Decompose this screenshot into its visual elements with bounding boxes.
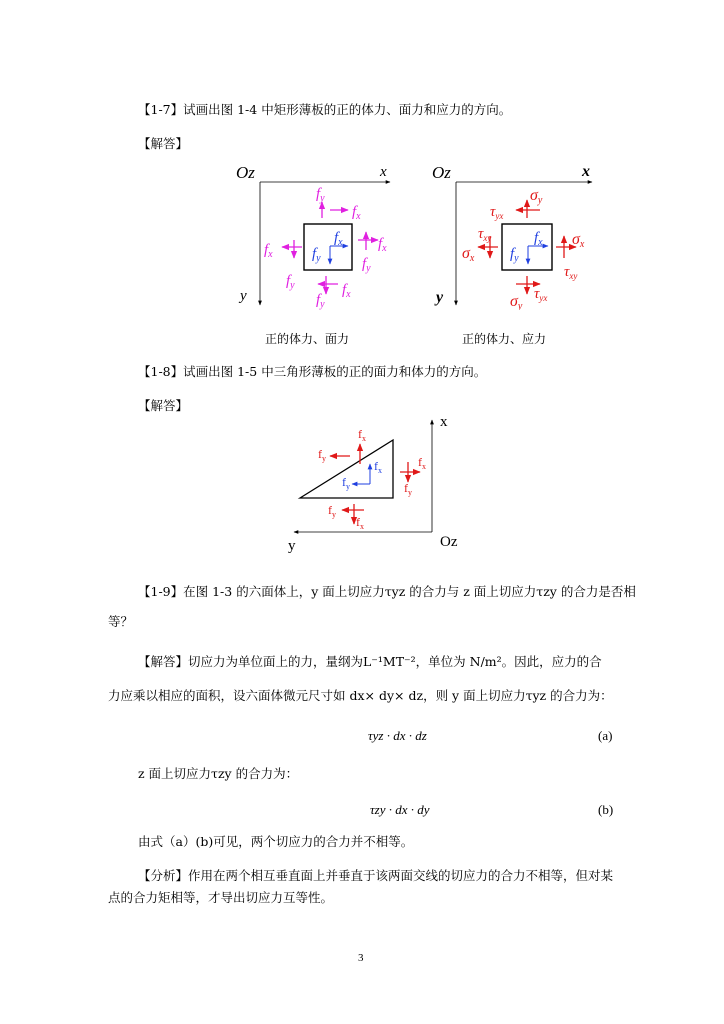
- q19-answer-line2: 力应乘以相应的面积，设六面体微元尺寸如 dx× dy× dz，则 y 面上切应力τyz 的合力为：: [108, 688, 613, 703]
- tau-yx-top: $\tau_{yx}$: [490, 204, 504, 221]
- sigma-y-top: σy: [530, 187, 543, 206]
- surface-force-bottom-y: $f_y$: [328, 503, 336, 519]
- surface-force-left-y: $f_y$: [286, 273, 295, 291]
- surface-force-left-x: $f_x$: [264, 242, 273, 260]
- equation-a-label: (a): [598, 728, 613, 743]
- q19-question-line1: 【1-9】在图 1-3 的六面体上，y 面上切应力τyz 的合力与 z 面上切应力τzy 的合力是否相: [138, 584, 636, 599]
- surface-force-bottom-x: $f_x$: [342, 282, 351, 300]
- equation-b-label: (b): [598, 802, 614, 817]
- body-force-y-label: $f_y$: [510, 246, 519, 264]
- body-force-y-label: $f_y$: [342, 475, 350, 491]
- caption-left: 正的体力、面力: [265, 332, 350, 346]
- equation-b: τzy · dx · dy: [370, 802, 430, 817]
- figure-1-5: [280, 412, 480, 560]
- q17-answer-label: 【解答】: [138, 136, 189, 151]
- figure-1-4-left: [230, 160, 400, 310]
- q19-z-face-line: z 面上切应力τzy 的合力为：: [138, 766, 299, 781]
- q19-answer-line1: 【解答】切应力为单位面上的力，量纲为L⁻¹MT⁻²，单位为 N/m²。因此，应力的合: [138, 654, 602, 669]
- x-axis-label: x: [582, 163, 590, 180]
- q19-analysis-line1: 【分析】作用在两个相互垂直面上并垂直于该两面交线的切应力的合力不相等，但对某: [138, 868, 614, 883]
- y-axis-label: y: [288, 538, 296, 554]
- q17-question: 【1-7】试画出图 1-4 中矩形薄板的正的体力、面力和应力的方向。: [138, 102, 512, 117]
- q18-question: 【1-8】试画出图 1-5 中三角形薄板的正的面力和体力的方向。: [138, 364, 487, 379]
- figure-1-4-right: [430, 160, 600, 310]
- surface-force-right-x: $f_x$: [378, 236, 387, 254]
- q19-analysis-line2: 点的合力矩相等，才导出切应力互等性。: [108, 890, 334, 905]
- surface-force-hyp-x: $f_x$: [358, 427, 366, 443]
- surface-force-right-y: $f_y$: [362, 256, 371, 274]
- surface-force-hyp-y: $f_y$: [318, 447, 326, 463]
- surface-force-right-y: $f_y$: [404, 481, 412, 497]
- q19-question-line2: 等？: [108, 614, 134, 629]
- page-number: 3: [358, 952, 364, 964]
- body-force-y-label: $f_y$: [312, 246, 321, 264]
- sigma-x-left: σx: [462, 245, 475, 264]
- x-axis-label: x: [440, 414, 448, 430]
- body-force-x-label: $f_x$: [534, 230, 543, 248]
- surface-force-top-y: $f_y$: [316, 186, 325, 204]
- origin-label: Oz: [432, 163, 451, 182]
- q19-conclusion: 由式（a）(b)可见，两个切应力的合力并不相等。: [138, 834, 414, 849]
- origin-label: Oz: [236, 163, 255, 182]
- y-axis-label: y: [436, 289, 444, 306]
- x-axis-label: x: [380, 164, 387, 180]
- surface-force-top-x: $f_x$: [352, 204, 361, 222]
- body-force-x-label: $f_x$: [334, 230, 343, 248]
- q18-answer-label: 【解答】: [138, 398, 189, 413]
- body-force-x-label: $f_x$: [374, 459, 382, 475]
- equation-a: τyz · dx · dz: [368, 728, 427, 743]
- tau-xy-right: $\tau_{xy}$: [564, 264, 578, 281]
- origin-label: Oz: [440, 534, 458, 550]
- tau-xy-left: $\tau_{xy}$: [478, 226, 492, 243]
- y-axis-label: y: [240, 288, 247, 304]
- sigma-y-bottom: σy: [510, 293, 523, 310]
- surface-force-right-x: $f_x$: [418, 455, 426, 471]
- caption-right: 正的体力、应力: [462, 332, 547, 346]
- surface-force-bottom-x: $f_x$: [356, 515, 364, 531]
- surface-force-bottom-y: $f_y$: [316, 292, 325, 310]
- tau-yx-bottom: $\tau_{yx}$: [534, 286, 548, 303]
- sigma-x-right: σx: [572, 231, 585, 250]
